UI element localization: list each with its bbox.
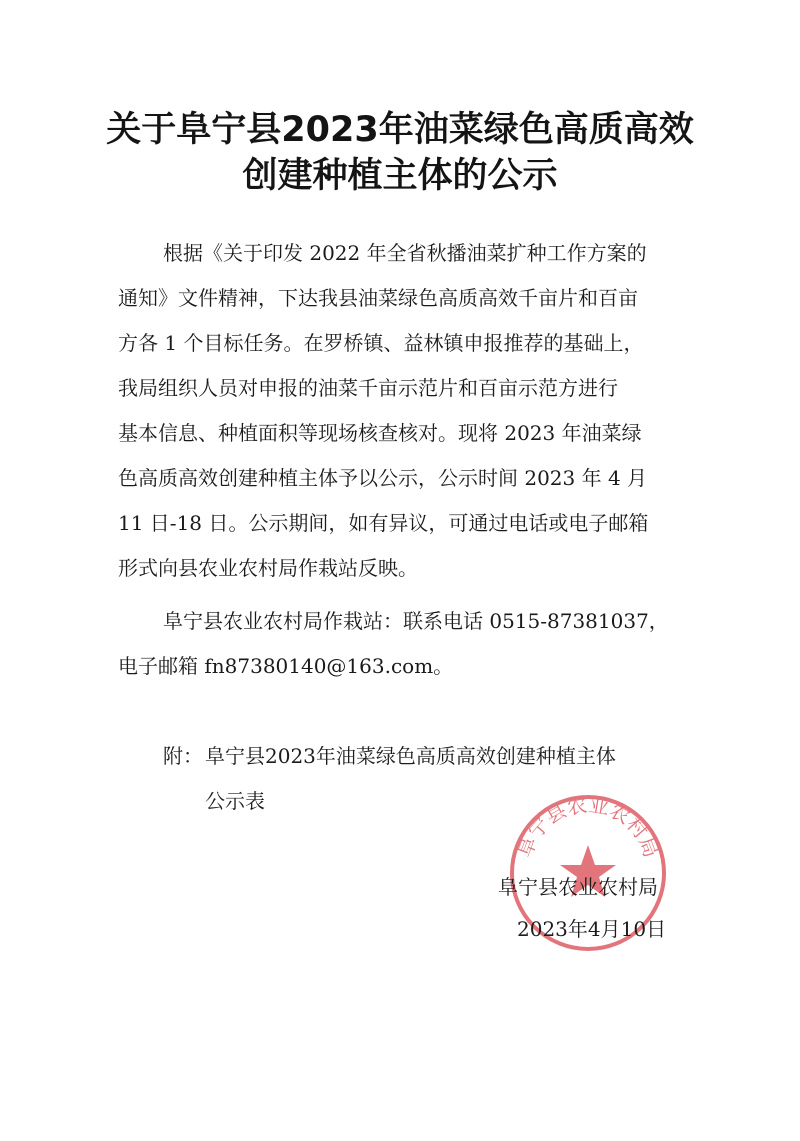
body-line-2: 通知》文件精神，下达我县油菜绿色高质高效千亩片和百亩: [118, 286, 638, 310]
attachment-label: 附：: [163, 744, 203, 768]
body-line-1: 根据《关于印发 2022 年全省秋播油菜扩种工作方案的: [163, 241, 647, 265]
signature-date: 2023年4月10日: [517, 917, 667, 941]
body-line-3: 方各 1 个目标任务。在罗桥镇、益林镇申报推荐的基础上，: [118, 331, 644, 355]
signature-organization: 阜宁县农业农村局: [498, 875, 658, 899]
body-line-5: 基本信息、种植面积等现场核查核对。现将 2023 年油菜绿: [118, 421, 642, 445]
body-line-8: 形式向县农业农村局作栽站反映。: [118, 556, 418, 580]
document-title-line-1: 关于阜宁县2023年油菜绿色高质高效: [106, 110, 694, 150]
document-title-line-2: 创建种植主体的公示: [242, 156, 558, 196]
contact-line-2: 电子邮箱 fn87380140@163.com。: [118, 654, 454, 678]
body-line-7: 11 日-18 日。公示期间，如有异议，可通过电话或电子邮箱: [118, 511, 649, 535]
body-line-6: 色高质高效创建种植主体予以公示，公示时间 2023 年 4 月: [118, 466, 648, 490]
body-line-4: 我局组织人员对申报的油菜千亩示范片和百亩示范方进行: [118, 376, 618, 400]
attachment-title-line-1: 阜宁县2023年油菜绿色高质高效创建种植主体: [205, 744, 616, 768]
seal-text: 阜宁县农业农村局: [512, 793, 664, 861]
contact-line-1: 阜宁县农业农村局作栽站：联系电话 0515-87381037，: [163, 609, 669, 633]
attachment-title-line-2: 公示表: [205, 789, 265, 813]
